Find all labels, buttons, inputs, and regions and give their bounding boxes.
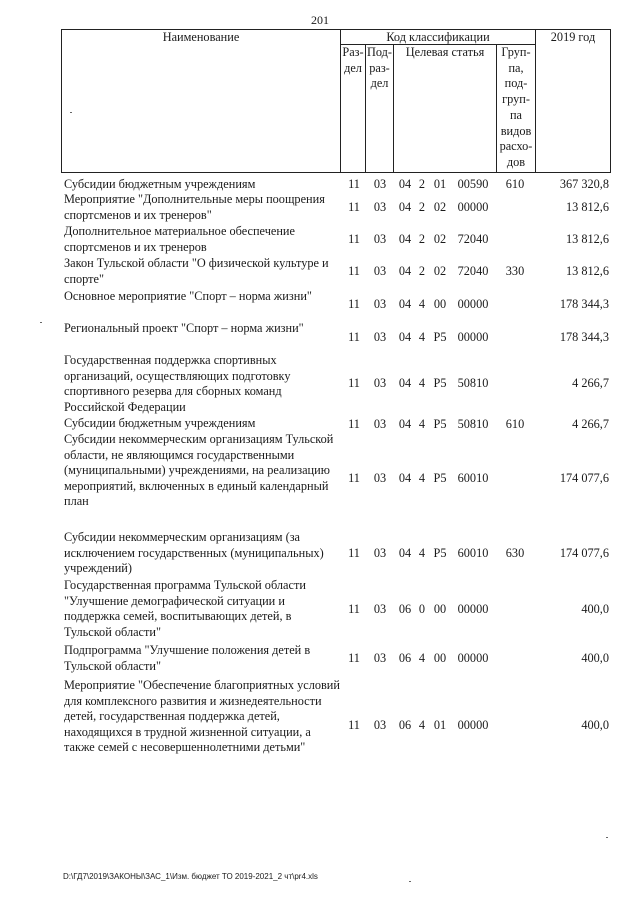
row-cs2: 2 <box>418 200 426 214</box>
row-amount: 13 812,6 <box>565 264 609 278</box>
header-subsection: Под- раз- дел <box>366 45 393 90</box>
row-name: Субсидии некоммерческим организациям Тульской области, не являющимся государственными (муниципальными) учреждениями, на реализацию мероприятий, включенных в единый календарный план <box>64 432 334 508</box>
row-podrazdel: 03 <box>373 200 387 214</box>
row-podrazdel: 03 <box>373 330 387 344</box>
row-cs4: 00000 <box>457 718 489 732</box>
row-razdel: 11 <box>348 417 360 431</box>
row-cs2: 2 <box>418 232 426 246</box>
row-podrazdel: 03 <box>373 718 387 732</box>
row-razdel: 11 <box>348 718 360 732</box>
header-year: 2019 год <box>550 30 596 44</box>
row-cs3: P5 <box>433 417 447 431</box>
row-cs3: 00 <box>433 297 447 311</box>
row-podrazdel: 03 <box>373 264 387 278</box>
row-amount: 400,0 <box>581 651 609 665</box>
row-cs1: 04 <box>398 546 412 560</box>
row-cs4: 72040 <box>457 264 489 278</box>
row-name: Подпрограмма "Улучшение положения детей в Тульской области" <box>64 643 311 673</box>
row-razdel: 11 <box>348 200 360 214</box>
row-cs3: 02 <box>433 232 447 246</box>
row-name: Субсидии некоммерческим организациям (за исключением государственных (муниципальных) учреждений) <box>64 530 324 575</box>
row-cs2: 2 <box>418 177 426 191</box>
row-name: Субсидии бюджетным учреждениям <box>64 416 256 430</box>
row-razdel: 11 <box>348 471 360 485</box>
row-cs3: 01 <box>433 177 447 191</box>
file-path-footer: D:\ГД7\2019\ЗАКОНЫ\ЗАС_1\Изм. бюджет ТО 2019-2021_2 чт\pr4.xls <box>63 872 318 881</box>
header-section: Раз- дел <box>342 45 364 75</box>
row-podrazdel: 03 <box>373 471 387 485</box>
row-cs2: 0 <box>418 602 426 616</box>
row-cs4: 50810 <box>457 417 489 431</box>
row-vr: 610 <box>505 417 525 431</box>
row-cs4: 00000 <box>457 297 489 311</box>
row-cs4: 72040 <box>457 232 489 246</box>
row-cs4: 60010 <box>457 471 489 485</box>
row-amount: 400,0 <box>581 602 609 616</box>
scan-speck <box>409 881 411 882</box>
row-cs1: 04 <box>398 297 412 311</box>
row-podrazdel: 03 <box>373 651 387 665</box>
row-cs2: 4 <box>418 718 426 732</box>
row-razdel: 11 <box>348 177 360 191</box>
row-cs4: 00000 <box>457 200 489 214</box>
row-razdel: 11 <box>348 376 360 390</box>
row-cs2: 4 <box>418 417 426 431</box>
row-cs3: 01 <box>433 718 447 732</box>
row-cs2: 4 <box>418 651 426 665</box>
row-podrazdel: 03 <box>373 546 387 560</box>
header-target: Целевая статья <box>405 45 485 59</box>
row-cs4: 00000 <box>457 602 489 616</box>
row-cs4: 60010 <box>457 546 489 560</box>
scan-speck <box>40 322 42 323</box>
row-cs1: 06 <box>398 651 412 665</box>
row-podrazdel: 03 <box>373 232 387 246</box>
row-name: Государственная программа Тульской области "Улучшение демографической ситуации и поддержка семей, воспитывающих детей, в Тульской области" <box>64 578 306 639</box>
page-number: 201 <box>311 13 329 27</box>
row-podrazdel: 03 <box>373 177 387 191</box>
row-amount: 13 812,6 <box>565 232 609 246</box>
row-vr: 610 <box>505 177 525 191</box>
header-name: Наименование <box>162 30 240 44</box>
row-cs1: 06 <box>398 718 412 732</box>
row-cs1: 04 <box>398 177 412 191</box>
row-razdel: 11 <box>348 546 360 560</box>
header-group: Груп- па, под- груп- па видов расхо- дов <box>499 45 533 169</box>
row-amount: 174 077,6 <box>559 546 609 560</box>
row-name: Региональный проект "Спорт – норма жизни" <box>64 321 304 335</box>
row-cs2: 2 <box>418 264 426 278</box>
row-amount: 367 320,8 <box>559 177 609 191</box>
row-cs4: 50810 <box>457 376 489 390</box>
header-classification: Код классификации <box>386 30 490 44</box>
row-name: Государственная поддержка спортивных организаций, осуществляющих подготовку спортивного резерва для сборных команд Российской Федерации <box>64 353 291 414</box>
row-cs3: P5 <box>433 376 447 390</box>
row-amount: 178 344,3 <box>559 330 609 344</box>
row-cs3: 00 <box>433 602 447 616</box>
row-cs4: 00000 <box>457 651 489 665</box>
row-cs4: 00000 <box>457 330 489 344</box>
row-cs4: 00590 <box>457 177 489 191</box>
row-cs3: 00 <box>433 651 447 665</box>
row-amount: 4 266,7 <box>572 417 609 431</box>
row-cs3: P5 <box>433 546 447 560</box>
row-podrazdel: 03 <box>373 376 387 390</box>
row-amount: 400,0 <box>581 718 609 732</box>
border-left <box>61 29 62 173</box>
row-name: Закон Тульской области "О физической культуре и спорте" <box>64 256 329 286</box>
scan-speck <box>70 112 72 113</box>
header-bottom-border <box>61 172 611 173</box>
row-cs2: 4 <box>418 471 426 485</box>
row-amount: 174 077,6 <box>559 471 609 485</box>
row-razdel: 11 <box>348 602 360 616</box>
row-podrazdel: 03 <box>373 602 387 616</box>
row-cs1: 04 <box>398 330 412 344</box>
row-name: Мероприятие "Обеспечение благоприятных условий для комплексного развития и жизнедеятельности детей, государственная поддержка детей, находящихся в трудной жизненной ситуации, а также семей с несовершеннолетними детьми" <box>64 678 340 754</box>
border-podrazdel <box>393 44 394 173</box>
row-cs1: 06 <box>398 602 412 616</box>
row-name: Дополнительное материальное обеспечение спортсменов и их тренеров <box>64 224 295 254</box>
row-cs3: 02 <box>433 264 447 278</box>
row-amount: 4 266,7 <box>572 376 609 390</box>
row-razdel: 11 <box>348 264 360 278</box>
row-razdel: 11 <box>348 297 360 311</box>
row-cs2: 4 <box>418 330 426 344</box>
row-cs3: 02 <box>433 200 447 214</box>
row-cs3: P5 <box>433 471 447 485</box>
row-razdel: 11 <box>348 232 360 246</box>
row-amount: 13 812,6 <box>565 200 609 214</box>
row-podrazdel: 03 <box>373 297 387 311</box>
row-vr: 630 <box>505 546 525 560</box>
row-cs2: 4 <box>418 297 426 311</box>
row-cs1: 04 <box>398 471 412 485</box>
row-podrazdel: 03 <box>373 417 387 431</box>
row-cs3: P5 <box>433 330 447 344</box>
row-razdel: 11 <box>348 330 360 344</box>
row-razdel: 11 <box>348 651 360 665</box>
row-cs1: 04 <box>398 376 412 390</box>
border-right <box>610 29 611 173</box>
border-group <box>535 29 536 173</box>
row-name: Мероприятие "Дополнительные меры поощрения спортсменов и их тренеров" <box>64 192 325 222</box>
scan-speck <box>606 837 608 838</box>
row-cs1: 04 <box>398 200 412 214</box>
row-cs2: 4 <box>418 546 426 560</box>
row-name: Основное мероприятие "Спорт – норма жизни" <box>64 289 312 303</box>
row-amount: 178 344,3 <box>559 297 609 311</box>
row-cs1: 04 <box>398 232 412 246</box>
row-cs2: 4 <box>418 376 426 390</box>
row-name: Субсидии бюджетным учреждениям <box>64 177 256 191</box>
row-cs1: 04 <box>398 264 412 278</box>
row-cs1: 04 <box>398 417 412 431</box>
row-vr: 330 <box>505 264 525 278</box>
